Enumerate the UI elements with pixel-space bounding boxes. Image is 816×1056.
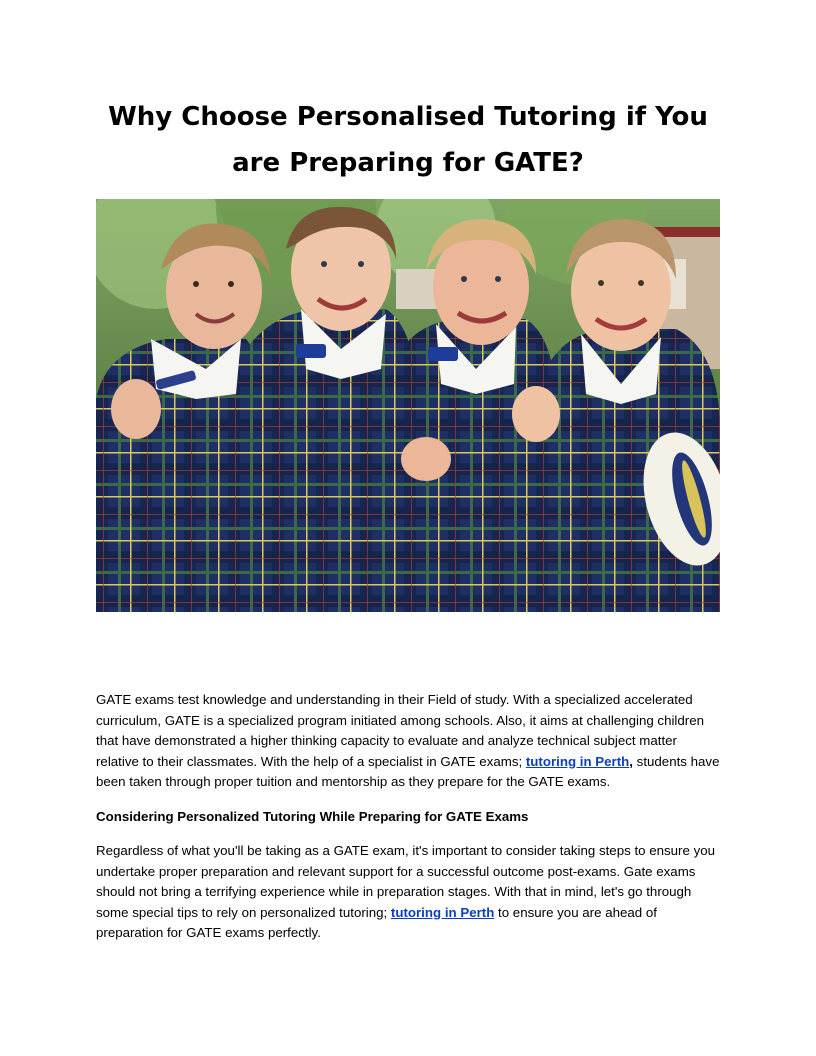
tutoring-in-perth-link[interactable]: tutoring in Perth — [525, 753, 630, 769]
intro-text-start: GATE exams test knowledge and understanding in their Field of study. With a specialized accelerated curriculum, GATE is a specialized program initiated among schools. Also, it aims at challenging children that have demonstrated a higher thinking capacity to evaluate and analyze technical subject matter relative to their classmates. With the help of a specialist in GATE exams; — [96, 692, 704, 769]
students-photo — [96, 199, 720, 612]
page-title: Why Choose Personalised Tutoring if You are Preparing for GATE? — [108, 102, 708, 178]
tips-text-end: to ensure you are ahead of preparation for GATE exams perfectly. — [96, 904, 657, 940]
tutoring-in-perth-link-2[interactable]: tutoring in Perth — [390, 904, 495, 920]
intro-paragraph — [96, 690, 722, 793]
tips-paragraph — [96, 841, 722, 944]
intro-comma: , — [629, 753, 633, 769]
section-subheading: Considering Personalized Tutoring While Preparing for GATE Exams — [96, 809, 529, 824]
intro-text-end: students have been taken through proper tuition and mentorship as they prepare for the GATE exams. — [96, 753, 720, 789]
tips-text-start: Regardless of what you'll be taking as a GATE exam, it's important to consider taking steps to ensure you undertake proper preparation and relevant support for a successful outcome post-exams. Gate exams should not bring a terrifying experience while in preparation stages. With that in mind, let's go through some special tips to rely on personalized tutoring; — [96, 843, 716, 920]
